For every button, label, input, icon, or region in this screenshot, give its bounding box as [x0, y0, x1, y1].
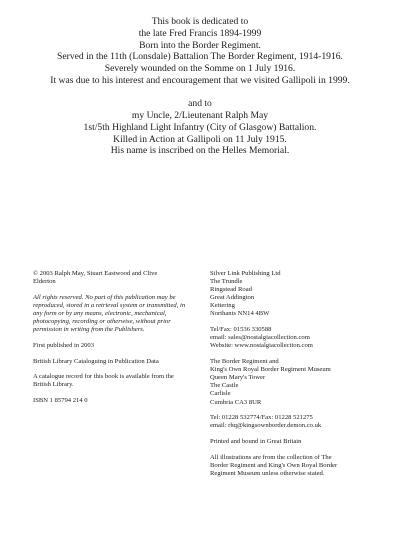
text-line: any form or by any means, electronic, mechanical, [33, 309, 167, 317]
text-line: Great Addington [210, 294, 255, 302]
text-line: Carlisle [210, 390, 231, 398]
dedication-line: Severely wounded on the Somme on 1 July 1916. [104, 63, 296, 75]
dedication-line: and to [188, 98, 212, 110]
text-line: email: sales@nostalgiacollection.com [210, 334, 310, 342]
text-line: Cumbria CA3 8UR [210, 398, 262, 406]
dedication-line: Killed in Action at Gallipoli on 11 July 1915. [113, 133, 287, 145]
text-line: Tel: 01228 532774/Fax: 01228 521275 [210, 414, 313, 422]
text-line: Queen Mary's Tower [210, 374, 266, 382]
imprint-right-column [210, 270, 382, 486]
rights-notice [33, 294, 198, 334]
dedication-part-1 [0, 16, 400, 87]
text-line: permission in writing from the Publishers. [33, 326, 145, 334]
dedication-line: Served in the 11th (Lonsdale) Battalion The Border Regiment, 1914-1916. [57, 51, 343, 63]
text-line: First published in 2003 [33, 341, 94, 349]
museum-address [210, 358, 382, 407]
text-line: A catalogue record for this book is available from the [33, 373, 174, 381]
text-line: All rights reserved. No part of this publication may be [33, 293, 176, 301]
text-line: British Library Cataloguing in Publication Data [33, 357, 159, 365]
copyright-notice [33, 270, 198, 286]
text-line: British Library. [33, 381, 74, 389]
text-line: Silver Link Publishing Ltd [210, 270, 281, 277]
text-line: Northants NN14 4BW [210, 310, 270, 318]
text-line: Elderton [33, 278, 56, 286]
printed-notice [210, 438, 382, 446]
illustrations-credit [210, 454, 382, 478]
museum-contact [210, 414, 382, 430]
dedication-gap [0, 87, 400, 99]
dedication-line: the late Fred Francis 1894-1999 [138, 27, 262, 39]
publisher-contact [210, 326, 382, 350]
dedication-line: His name is inscribed on the Helles Memorial. [110, 145, 290, 157]
catalogue-record [33, 373, 198, 389]
text-line: Tel/Fax: 01536 330588 [210, 326, 272, 334]
text-line: The Trundle [210, 278, 243, 286]
text-line: All illustrations are from the collection of The [210, 453, 332, 461]
cip-data [33, 358, 198, 366]
dedication-line: This book is dedicated to [151, 16, 249, 27]
text-line: The Castle [210, 382, 239, 390]
text-line: King's Own Royal Border Regiment Museum [210, 366, 331, 374]
dedication-line: my Uncle, 2/Lieutenant Ralph May [131, 110, 269, 122]
dedication-line: 1st/5th Highland Light Infantry (City of Glasgow) Battalion. [83, 121, 317, 133]
text-line: photocopying, recording or otherwise, without prior [33, 318, 171, 326]
text-line: Kettering [210, 302, 235, 310]
isbn [33, 397, 198, 405]
text-line: Website: www.nostalgiacollection.com [210, 342, 313, 350]
text-line: Ringstead Road [210, 286, 252, 294]
text-line: ISBN 1 85794 214 0 [33, 397, 88, 404]
dedication-line: It was due to his interest and encouragement that we visited Gallipoli in 1999. [50, 74, 350, 86]
dedication-line: Born into the Border Regiment. [139, 39, 261, 51]
text-line: Regiment Museum unless otherwise stated. [210, 469, 325, 477]
text-line: © 2003 Ralph May, Stuart Eastwood and Clive [33, 270, 158, 277]
text-line: reproduced, stored in a retrieval system or transmitted, in [33, 301, 186, 309]
text-line: The Border Regiment and [210, 358, 279, 366]
text-line: Border Regiment and King's Own Royal Border [210, 461, 338, 469]
first-published [33, 342, 198, 350]
dedication-part-2 [0, 98, 400, 157]
imprint-left-column [33, 270, 198, 413]
text-line: Printed and bound in Great Britain [210, 437, 302, 445]
dedication [0, 16, 400, 157]
text-line: email: rhq@kingsownborder.demon.co.uk [210, 422, 322, 430]
publisher-address [210, 270, 382, 319]
